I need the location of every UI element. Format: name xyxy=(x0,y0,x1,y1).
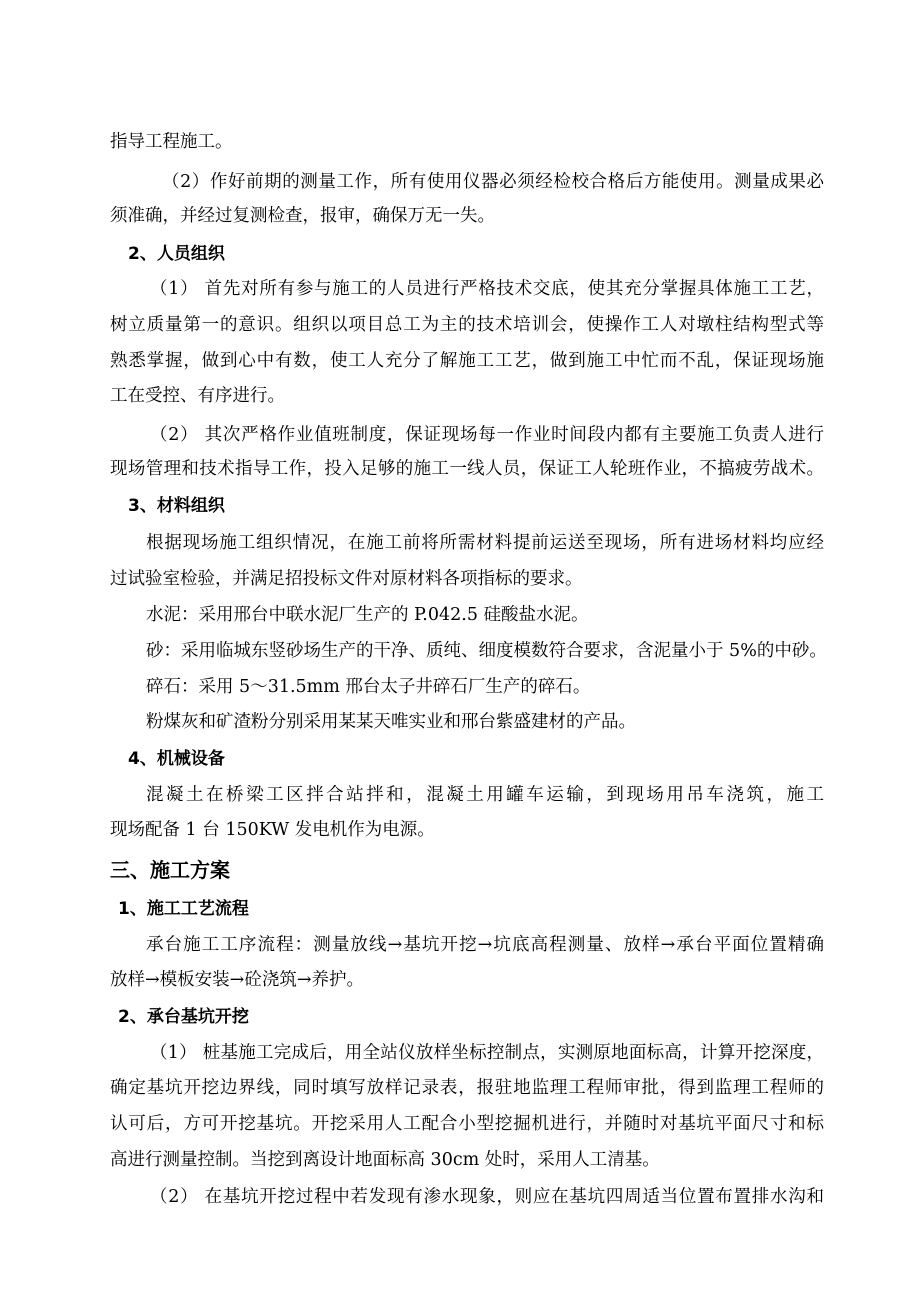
text-line: （2） 在基坑开挖过程中若发现有渗水现象，则应在基坑四周适当位置布置排水沟和 xyxy=(150,1187,824,1207)
text-line: 确定基坑开挖边界线，同时填写放样记录表，报驻地监理工程师审批，得到监理工程师的 xyxy=(110,1078,824,1098)
text-line: 承台施工工序流程：测量放线→基坑开挖→坑底高程测量、放样→承台平面位置精确 xyxy=(146,935,824,955)
text-line: 放样→模板安装→砼浇筑→养护。 xyxy=(110,970,364,990)
text-line: 工在受控、有序进行。 xyxy=(110,386,285,406)
section-heading: 2、人员组织 xyxy=(128,244,225,264)
section-heading: 4、机械设备 xyxy=(128,749,225,769)
text-line: 高进行测量控制。当挖到离设计地面标高 30cm 处时，采用人工清基。 xyxy=(110,1150,660,1170)
text-line: 认可后，方可开挖基坑。开挖采用人工配合小型挖掘机进行，并随时对基坑平面尺寸和标 xyxy=(110,1114,824,1134)
text-line: 指导工程施工。 xyxy=(110,132,233,152)
text-line: 根据现场施工组织情况，在施工前将所需材料提前运送至现场，所有进场材料均应经 xyxy=(146,533,824,553)
text-line: （1） 桩基施工完成后，用全站仪放样坐标控制点，实测原地面标高，计算开挖深度， xyxy=(150,1043,824,1063)
text-line: 现场管理和技术指导工作，投入足够的施工一线人员，保证工人轮班作业，不搞疲劳战术。 xyxy=(110,459,824,479)
section-heading: 2、承台基坑开挖 xyxy=(118,1007,249,1027)
text-line: 树立质量第一的意识。组织以项目总工为主的技术培训会，使操作工人对墩柱结构型式等 xyxy=(110,315,824,335)
section-heading: 3、材料组织 xyxy=(128,496,225,516)
text-line: （2） 其次严格作业值班制度，保证现场每一作业时间段内都有主要施工负责人进行 xyxy=(150,425,824,445)
section-heading: 1、施工工艺流程 xyxy=(118,899,249,919)
text-line: （1） 首先对所有参与施工的人员进行严格技术交底，使其充分掌握具体施工工艺， xyxy=(150,279,824,299)
text-line: 现场配备 1 台 150KW 发电机作为电源。 xyxy=(110,820,435,840)
text-line: 过试验室检验，并满足招投标文件对原材料各项指标的要求。 xyxy=(110,569,583,589)
text-line: 碎石：采用 5～31.5mm 邢台太子井碎石厂生产的碎石。 xyxy=(146,677,591,697)
text-line: 砂：采用临城东竖砂场生产的干净、质纯、细度模数符合要求，含泥量小于 5%的中砂。 xyxy=(146,641,827,661)
chapter-heading: 三、施工方案 xyxy=(110,858,230,882)
text-line: 混凝土在桥梁工区拌合站拌和，混凝土用罐车运输，到现场用吊车浇筑，施工 xyxy=(146,785,824,805)
text-line: 水泥：采用邢台中联水泥厂生产的 P.042.5 硅酸盐水泥。 xyxy=(146,605,589,625)
text-line: （2）作好前期的测量工作，所有使用仪器必须经检校合格后方能使用。测量成果必 xyxy=(162,172,824,192)
text-line: 须准确，并经过复测检查，报审，确保万无一失。 xyxy=(110,206,495,226)
text-line: 粉煤灰和矿渣粉分别采用某某天唯实业和邢台紫盛建材的产品。 xyxy=(146,712,636,732)
text-line: 熟悉掌握，做到心中有数，使工人充分了解施工工艺，做到施工中忙而不乱，保证现场施 xyxy=(110,351,824,371)
